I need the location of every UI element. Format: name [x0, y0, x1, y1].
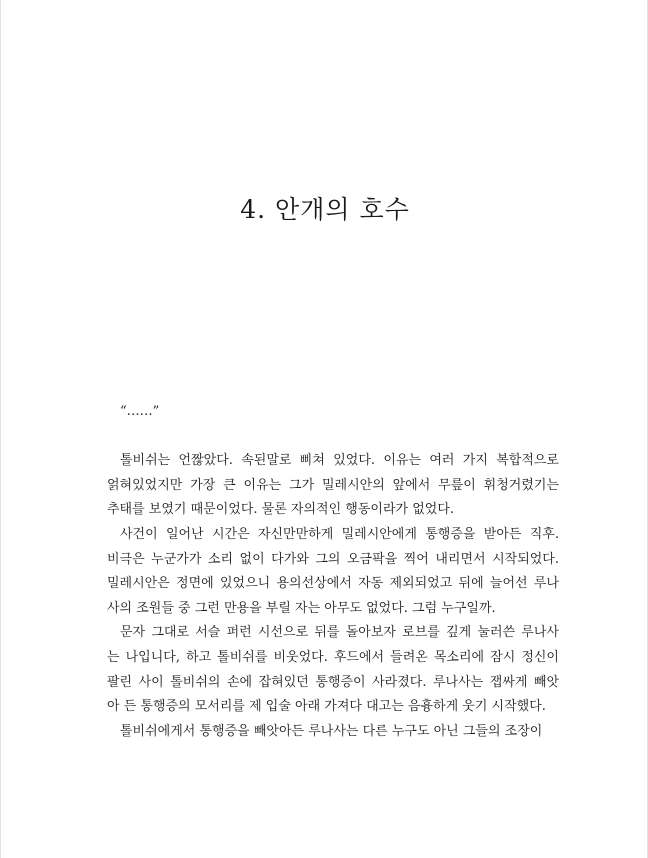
text-line: 톨비쉬에게서 통행증을 빼앗아든 루나사는 다른 누구도 아닌 그들의 조장이 [120, 723, 543, 739]
chapter-title: 4. 안개의 호수 [240, 195, 410, 224]
text-line: 얽혀있었지만 가장 큰 이유는 그가 밀레시안의 앞에서 무릎이 휘청거렸기는 [107, 477, 559, 493]
text-line: 톨비쉬는 언짢았다. 속된말로 삐쳐 있었다. 이유는 여러 가지 복합적으로 [120, 453, 559, 469]
text-line: 는 나입니다, 하고 톨비쉬를 비웃었다. 후드에서 들려온 목소리에 잠시 정신이 [107, 649, 559, 665]
paragraph-gap [107, 425, 559, 450]
text-line: 사의 조원들 중 그런 만용을 부릴 자는 아무도 없었다. 그럼 누구일까. [107, 600, 496, 616]
text-line: 문자 그대로 서슬 퍼런 시선으로 뒤를 돌아보자 로브를 깊게 눌러쓴 루나사 [120, 625, 559, 641]
text-line: 밀레시안은 정면에 있었으니 용의선상에서 자동 제외되었고 뒤에 늘어선 루나 [107, 576, 559, 592]
text-line: 추태를 보였기 때문이었다. 물론 자의적인 행동이라가 없었다. [107, 502, 455, 518]
text-line: 팔린 사이 톨비쉬의 손에 잡혀있던 통행증이 사라졌다. 루나사는 잽싸게 빼앗 [107, 674, 559, 690]
dialogue-line: “……” [120, 404, 160, 419]
text-line: 사건이 일어난 시간은 자신만만하게 밀레시안에게 통행증을 받아든 직후. [120, 526, 559, 542]
text-line: 비극은 누군가가 소리 없이 다가와 그의 오금팍을 찍어 내리면서 시작되었다. [107, 551, 559, 567]
chapter-body [107, 400, 559, 744]
text-line: 아 든 통행증의 모서리를 제 입술 아래 가져다 대고는 음흉하게 웃기 시작했다. [107, 699, 546, 715]
